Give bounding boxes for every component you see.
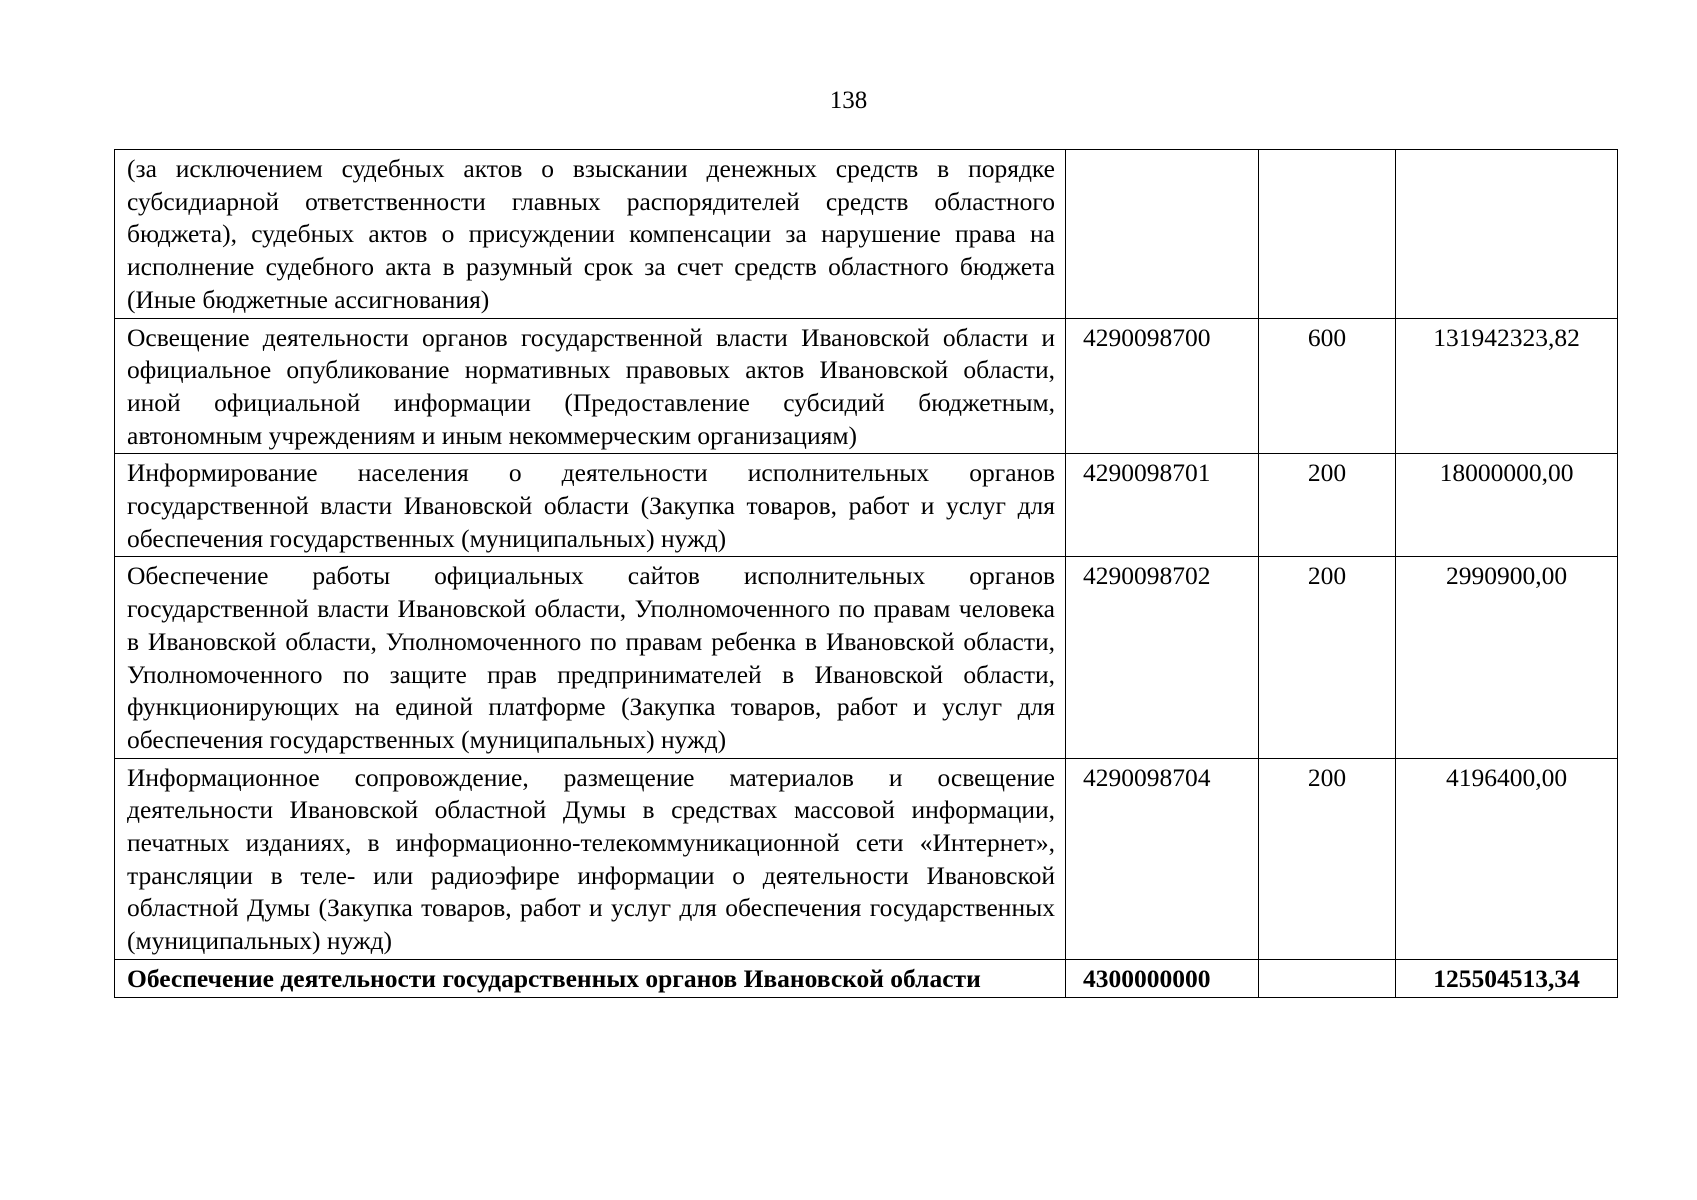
table-row: [115, 318, 1618, 454]
page-number: 138: [829, 87, 868, 114]
row-expense-type: 200: [1259, 557, 1396, 758]
row-amount: 131942323,82: [1396, 318, 1618, 454]
row-description: (за исключением судебных актов о взыскании денежных средств в порядке субсидиарной ответственности главных распорядителей средств областного бюджета), судебных актов о присуждении компенсации за нарушение права на исполнение судебного акта в разумный срок за счет средств областного бюджета (Иные бюджетные ассигнования): [115, 150, 1066, 319]
row-expense-type: [1259, 959, 1396, 997]
table-row: [115, 557, 1618, 758]
row-target-code: [1066, 150, 1259, 319]
row-description: Освещение деятельности органов государственной власти Ивановской области и официальное опубликование нормативных правовых актов Ивановской области, иной официальной информации (Предоставление субсидий бюджетным, автономным учреждениям и иным некоммерческим организациям): [115, 318, 1066, 454]
table-row: [115, 150, 1618, 319]
row-description: Обеспечение деятельности государственных органов Ивановской области: [115, 959, 1066, 997]
row-target-code: 4290098701: [1066, 454, 1259, 557]
budget-table: [114, 149, 1618, 998]
row-expense-type: [1259, 150, 1396, 319]
row-amount: [1396, 150, 1618, 319]
row-target-code: 4290098700: [1066, 318, 1259, 454]
row-amount: 125504513,34: [1396, 959, 1618, 997]
row-description: Обеспечение работы официальных сайтов исполнительных органов государственной власти Ивановской области, Уполномоченного по правам человека в Ивановской области, Уполномоченного по правам ребенка в Ивановской области, Уполномоченного по защите прав предпринимателей в Ивановской области, функционирующих на единой платформе (Закупка товаров, работ и услуг для обеспечения государственных (муниципальных) нужд): [115, 557, 1066, 758]
row-target-code: 4290098704: [1066, 758, 1259, 959]
row-amount: 4196400,00: [1396, 758, 1618, 959]
row-expense-type: 600: [1259, 318, 1396, 454]
row-expense-type: 200: [1259, 454, 1396, 557]
row-target-code: 4300000000: [1066, 959, 1259, 997]
row-amount: 18000000,00: [1396, 454, 1618, 557]
row-description: Информационное сопровождение, размещение материалов и освещение деятельности Ивановской областной Думы в средствах массовой информации, печатных изданиях, в информационно-телекоммуникационной сети «Интернет», трансляции в теле- или радиоэфире информации о деятельности Ивановской областной Думы (Закупка товаров, работ и услуг для обеспечения государственных (муниципальных) нужд): [115, 758, 1066, 959]
row-amount: 2990900,00: [1396, 557, 1618, 758]
table-row: [115, 454, 1618, 557]
row-description: Информирование населения о деятельности исполнительных органов государственной власти Ивановской области (Закупка товаров, работ и услуг для обеспечения государственных (муниципальных) нужд): [115, 454, 1066, 557]
table-row-total: [115, 959, 1618, 997]
row-target-code: 4290098702: [1066, 557, 1259, 758]
table-row: [115, 758, 1618, 959]
row-expense-type: 200: [1259, 758, 1396, 959]
